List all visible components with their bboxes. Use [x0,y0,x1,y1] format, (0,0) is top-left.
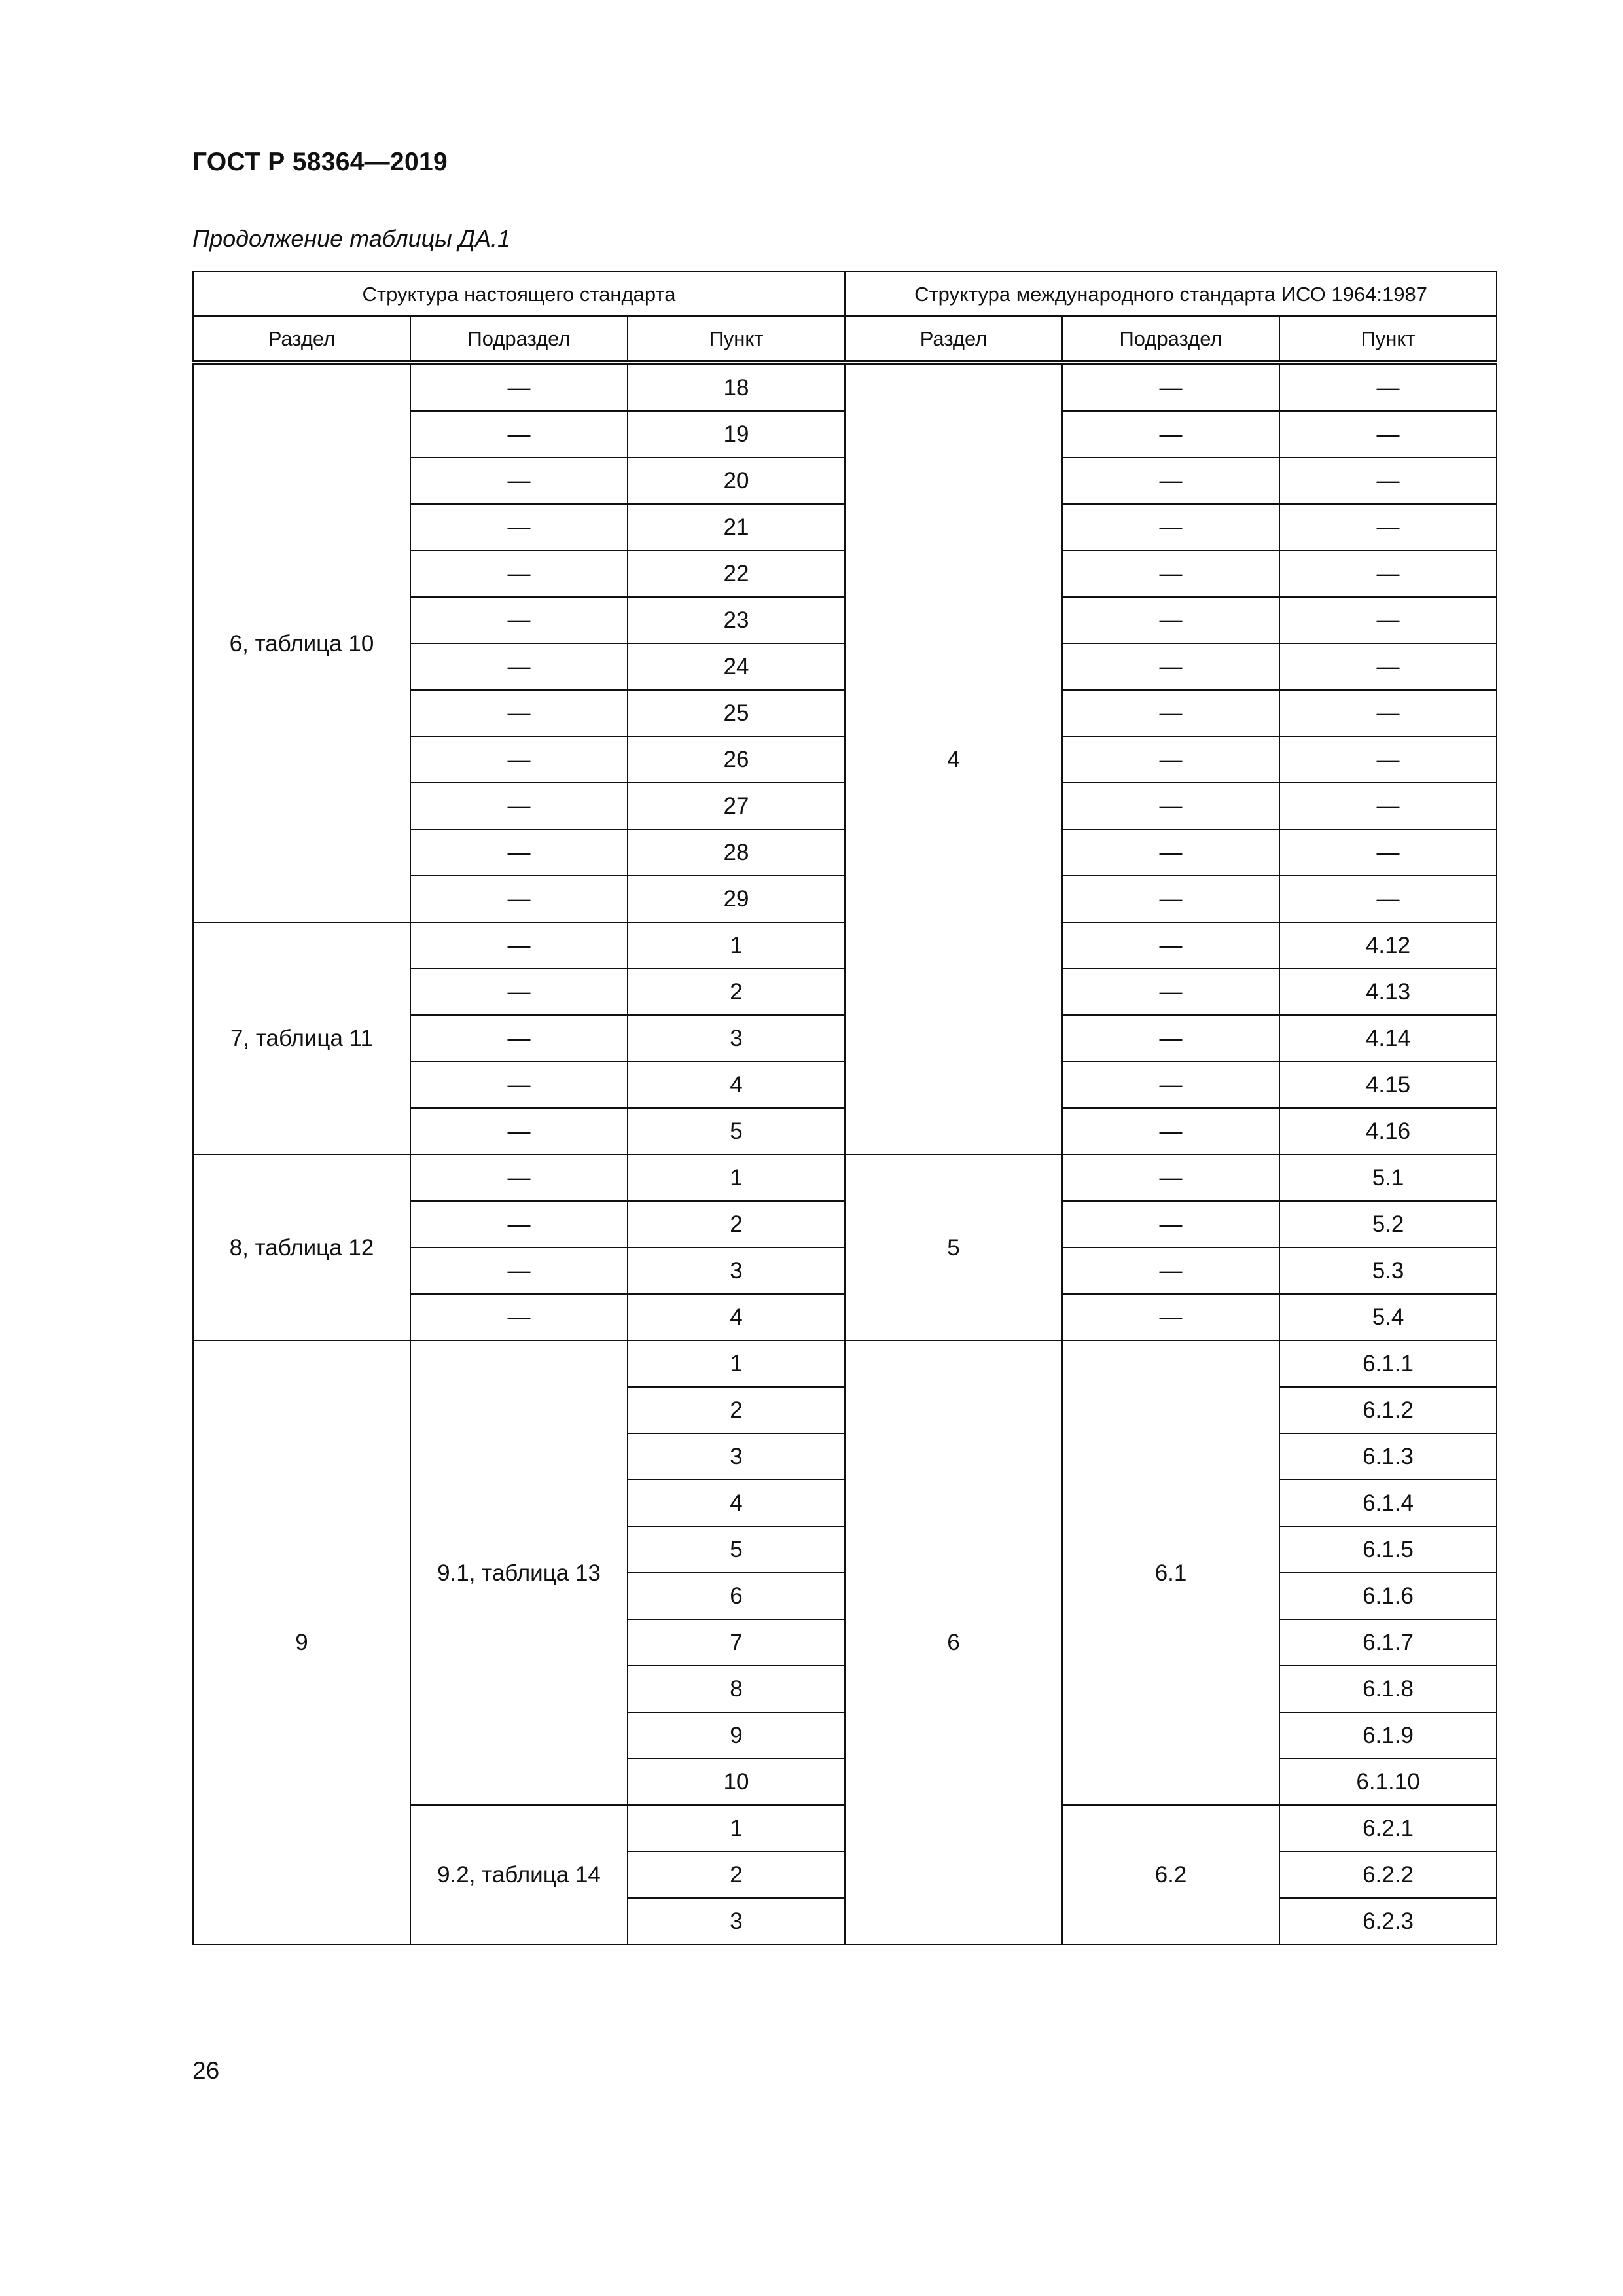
cell-subsection: — [410,457,628,504]
cell-subsection: — [410,736,628,783]
cell-clause: 2 [628,1201,845,1247]
cell-iso-subsection: — [1062,1108,1279,1155]
cell-clause: 2 [628,1852,845,1898]
cell-iso-subsection: — [1062,550,1279,597]
cell-iso-clause: 6.1.5 [1279,1526,1497,1573]
cell-clause: 18 [628,363,845,411]
cell-iso-section: 5 [845,1155,1062,1340]
cell-iso-clause: — [1279,690,1497,736]
cell-section: 7, таблица 11 [193,922,410,1155]
cell-subsection: — [410,969,628,1015]
cell-iso-clause: 4.14 [1279,1015,1497,1062]
cell-iso-subsection: — [1062,1062,1279,1108]
cell-iso-subsection: — [1062,829,1279,876]
cell-subsection: — [410,922,628,969]
cell-clause: 29 [628,876,845,922]
group-header-row [193,272,1497,316]
column-header: Раздел [845,316,1062,363]
cell-iso-subsection: — [1062,643,1279,690]
cell-subsection: 9.1, таблица 13 [410,1340,628,1805]
cell-iso-subsection: 6.2 [1062,1805,1279,1945]
cell-iso-clause: 5.3 [1279,1247,1497,1294]
cell-iso-subsection: 6.1 [1062,1340,1279,1805]
cell-clause: 6 [628,1573,845,1619]
cell-iso-clause: 6.1.9 [1279,1712,1497,1759]
cell-iso-subsection: — [1062,1155,1279,1201]
cell-iso-section: 4 [845,363,1062,1155]
cell-iso-clause: — [1279,411,1497,457]
cell-iso-clause: 6.1.1 [1279,1340,1497,1387]
table-body [193,363,1497,1945]
cell-iso-subsection: — [1062,969,1279,1015]
cell-section: 8, таблица 12 [193,1155,410,1340]
cell-clause: 22 [628,550,845,597]
column-header: Подраздел [1062,316,1279,363]
cell-clause: 3 [628,1898,845,1945]
cell-iso-clause: 4.12 [1279,922,1497,969]
group-header-iso-standard: Структура международного стандарта ИСО 1964:1987 [845,272,1497,316]
cell-subsection: — [410,1201,628,1247]
cell-clause: 5 [628,1108,845,1155]
cell-iso-clause: 5.2 [1279,1201,1497,1247]
cell-iso-subsection: — [1062,457,1279,504]
cell-subsection: — [410,643,628,690]
cell-iso-subsection: — [1062,922,1279,969]
cell-clause: 3 [628,1433,845,1480]
cell-iso-clause: 5.4 [1279,1294,1497,1340]
cell-iso-subsection: — [1062,597,1279,643]
cell-iso-clause: — [1279,783,1497,829]
cell-clause: 1 [628,1340,845,1387]
cell-subsection: — [410,1155,628,1201]
cell-iso-clause: 4.13 [1279,969,1497,1015]
cell-iso-clause: 6.2.3 [1279,1898,1497,1945]
cell-clause: 4 [628,1480,845,1526]
table-row [193,922,1497,969]
cell-iso-subsection: — [1062,783,1279,829]
cell-clause: 5 [628,1526,845,1573]
cell-iso-clause: — [1279,363,1497,411]
cell-iso-clause: 6.1.4 [1279,1480,1497,1526]
cell-subsection: — [410,1062,628,1108]
cell-clause: 28 [628,829,845,876]
cell-iso-section: 6 [845,1340,1062,1945]
cell-iso-clause: 6.1.6 [1279,1573,1497,1619]
table-row [193,1155,1497,1201]
table-row [193,363,1497,411]
cell-iso-clause: — [1279,550,1497,597]
cell-iso-clause: 6.1.8 [1279,1666,1497,1712]
cell-iso-clause: 6.1.3 [1279,1433,1497,1480]
cell-iso-subsection: — [1062,1294,1279,1340]
cell-subsection: — [410,411,628,457]
cell-clause: 24 [628,643,845,690]
cell-iso-clause: — [1279,736,1497,783]
cell-iso-clause: — [1279,643,1497,690]
cell-clause: 4 [628,1294,845,1340]
cell-clause: 2 [628,1387,845,1433]
document-id: ГОСТ Р 58364—2019 [192,148,448,176]
page-number: 26 [192,2057,220,2084]
cell-clause: 25 [628,690,845,736]
cell-iso-clause: 6.1.2 [1279,1387,1497,1433]
column-header: Пункт [1279,316,1497,363]
cell-iso-subsection: — [1062,736,1279,783]
cell-clause: 1 [628,1155,845,1201]
cell-iso-clause: 6.2.2 [1279,1852,1497,1898]
cell-clause: 26 [628,736,845,783]
cell-iso-clause: — [1279,504,1497,550]
cell-iso-subsection: — [1062,1015,1279,1062]
cell-section: 6, таблица 10 [193,363,410,922]
cell-iso-clause: — [1279,457,1497,504]
cell-clause: 3 [628,1247,845,1294]
cell-subsection: — [410,597,628,643]
cell-subsection: — [410,1247,628,1294]
cell-iso-subsection: — [1062,1201,1279,1247]
cell-clause: 7 [628,1619,845,1666]
correspondence-table [192,271,1497,1945]
cell-subsection: — [410,550,628,597]
cell-clause: 10 [628,1759,845,1805]
group-header-this-standard: Структура настоящего стандарта [193,272,845,316]
cell-clause: 8 [628,1666,845,1712]
cell-subsection: — [410,829,628,876]
cell-subsection: — [410,876,628,922]
cell-iso-subsection: — [1062,504,1279,550]
column-header-row [193,316,1497,363]
cell-clause: 23 [628,597,845,643]
cell-clause: 21 [628,504,845,550]
cell-iso-clause: 6.2.1 [1279,1805,1497,1852]
cell-iso-subsection: — [1062,876,1279,922]
cell-subsection: — [410,363,628,411]
cell-clause: 1 [628,922,845,969]
cell-clause: 9 [628,1712,845,1759]
cell-clause: 4 [628,1062,845,1108]
cell-clause: 20 [628,457,845,504]
cell-subsection: — [410,1294,628,1340]
cell-iso-subsection: — [1062,363,1279,411]
cell-section: 9 [193,1340,410,1945]
cell-subsection: — [410,690,628,736]
cell-clause: 2 [628,969,845,1015]
cell-iso-clause: 4.16 [1279,1108,1497,1155]
cell-subsection: 9.2, таблица 14 [410,1805,628,1945]
cell-iso-subsection: — [1062,1247,1279,1294]
cell-subsection: — [410,783,628,829]
column-header: Раздел [193,316,410,363]
cell-iso-clause: 6.1.10 [1279,1759,1497,1805]
cell-iso-clause: — [1279,876,1497,922]
cell-clause: 27 [628,783,845,829]
cell-clause: 1 [628,1805,845,1852]
cell-iso-subsection: — [1062,690,1279,736]
cell-subsection: — [410,504,628,550]
cell-iso-clause: 5.1 [1279,1155,1497,1201]
column-header: Подраздел [410,316,628,363]
cell-clause: 3 [628,1015,845,1062]
cell-subsection: — [410,1108,628,1155]
cell-iso-clause: 4.15 [1279,1062,1497,1108]
table-caption: Продолжение таблицы ДА.1 [192,225,511,252]
cell-iso-subsection: — [1062,411,1279,457]
table-row [193,1340,1497,1387]
cell-clause: 19 [628,411,845,457]
cell-subsection: — [410,1015,628,1062]
cell-iso-clause: — [1279,829,1497,876]
cell-iso-clause: 6.1.7 [1279,1619,1497,1666]
column-header: Пункт [628,316,845,363]
cell-iso-clause: — [1279,597,1497,643]
